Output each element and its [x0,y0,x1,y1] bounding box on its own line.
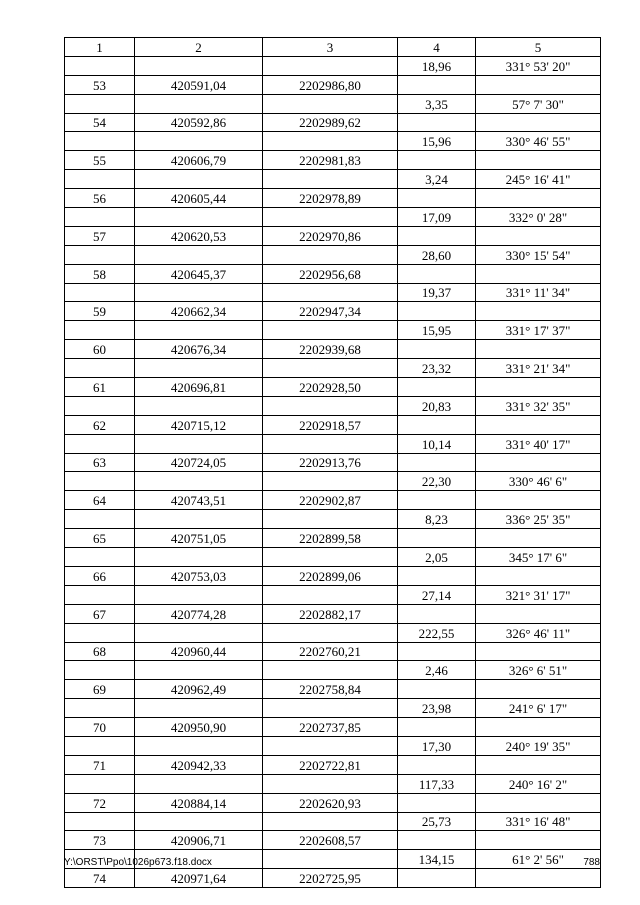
y-coordinate-cell [263,585,398,604]
footer-page-number: 788 [583,857,600,868]
bearing-cell: 245° 16' 41" [476,170,601,189]
y-coordinate-cell: 2202737,85 [263,718,398,737]
x-coordinate-cell: 420753,03 [135,566,263,585]
bearing-cell [476,189,601,208]
table-row [65,378,601,397]
y-coordinate-cell: 2202928,50 [263,378,398,397]
y-coordinate-cell: 2202899,06 [263,566,398,585]
bearing-cell [476,793,601,812]
distance-cell: 22,30 [398,472,476,491]
x-coordinate-cell: 420724,05 [135,453,263,472]
distance-cell: 10,14 [398,434,476,453]
y-coordinate-cell [263,699,398,718]
x-coordinate-cell [135,321,263,340]
distance-cell: 20,83 [398,396,476,415]
x-coordinate-cell [135,736,263,755]
bearing-cell: 331° 17' 37" [476,321,601,340]
y-coordinate-cell [263,812,398,831]
x-coordinate-cell [135,245,263,264]
x-coordinate-cell: 420960,44 [135,642,263,661]
distance-cell [398,189,476,208]
bearing-cell: 241° 6' 17" [476,699,601,718]
bearing-cell [476,869,601,888]
distance-cell: 8,23 [398,510,476,529]
bearing-cell: 321° 31' 17" [476,585,601,604]
table-row [65,359,601,378]
y-coordinate-cell [263,774,398,793]
x-coordinate-cell [135,94,263,113]
table-row [65,661,601,680]
table-row [65,529,601,548]
y-coordinate-cell [263,132,398,151]
table-row [65,699,601,718]
y-coordinate-cell [263,736,398,755]
table-row [65,396,601,415]
table-row [65,226,601,245]
point-number-cell [65,321,135,340]
point-number-cell [65,623,135,642]
table-row [65,434,601,453]
x-coordinate-cell [135,812,263,831]
table-row [65,548,601,567]
table-row [65,831,601,850]
distance-cell [398,869,476,888]
table-row [65,510,601,529]
point-number-cell [65,396,135,415]
y-coordinate-cell: 2202918,57 [263,415,398,434]
x-coordinate-cell [135,283,263,302]
y-coordinate-cell [263,321,398,340]
distance-cell [398,151,476,170]
point-number-cell: 74 [65,869,135,888]
point-number-cell [65,56,135,75]
header-col-4: 4 [398,38,476,57]
table-row [65,793,601,812]
point-number-cell [65,774,135,793]
point-number-cell: 63 [65,453,135,472]
table-body [65,56,601,887]
header-col-1: 1 [65,38,135,57]
point-number-cell [65,548,135,567]
bearing-cell: 345° 17' 6" [476,548,601,567]
bearing-cell: 331° 21' 34" [476,359,601,378]
distance-cell [398,340,476,359]
bearing-cell: 331° 40' 17" [476,434,601,453]
point-number-cell: 62 [65,415,135,434]
distance-cell: 17,09 [398,208,476,227]
y-coordinate-cell [263,94,398,113]
y-coordinate-cell: 2202939,68 [263,340,398,359]
distance-cell [398,264,476,283]
distance-cell: 15,95 [398,321,476,340]
distance-cell [398,75,476,94]
distance-cell: 23,32 [398,359,476,378]
x-coordinate-cell [135,774,263,793]
point-number-cell: 61 [65,378,135,397]
x-coordinate-cell [135,510,263,529]
point-number-cell [65,434,135,453]
x-coordinate-cell: 420592,86 [135,113,263,132]
y-coordinate-cell: 2202758,84 [263,680,398,699]
bearing-cell [476,302,601,321]
distance-cell: 3,35 [398,94,476,113]
x-coordinate-cell: 420645,37 [135,264,263,283]
y-coordinate-cell: 2202725,95 [263,869,398,888]
table-row [65,75,601,94]
table-row [65,415,601,434]
bearing-cell: 57° 7' 30" [476,94,601,113]
y-coordinate-cell [263,359,398,378]
x-coordinate-cell: 420950,90 [135,718,263,737]
point-number-cell [65,472,135,491]
distance-cell: 19,37 [398,283,476,302]
distance-cell [398,415,476,434]
distance-cell: 18,96 [398,56,476,75]
table-row [65,755,601,774]
x-coordinate-cell [135,585,263,604]
distance-cell [398,604,476,623]
bearing-cell [476,340,601,359]
bearing-cell [476,75,601,94]
x-coordinate-cell: 420620,53 [135,226,263,245]
table-row [65,812,601,831]
header-col-3: 3 [263,38,398,57]
distance-cell: 2,46 [398,661,476,680]
bearing-cell: 330° 15' 54" [476,245,601,264]
bearing-cell: 240° 16' 2" [476,774,601,793]
bearing-cell: 61° 2' 56" [476,850,601,869]
y-coordinate-cell: 2202956,68 [263,264,398,283]
y-coordinate-cell [263,661,398,680]
point-number-cell: 59 [65,302,135,321]
distance-cell [398,491,476,510]
bearing-cell [476,415,601,434]
point-number-cell: 53 [65,75,135,94]
bearing-cell [476,151,601,170]
point-number-cell [65,94,135,113]
distance-cell: 17,30 [398,736,476,755]
distance-cell [398,113,476,132]
y-coordinate-cell: 2202981,83 [263,151,398,170]
table-row [65,642,601,661]
y-coordinate-cell: 2202608,57 [263,831,398,850]
distance-cell [398,302,476,321]
distance-cell [398,566,476,585]
table-row [65,472,601,491]
y-coordinate-cell [263,850,398,869]
y-coordinate-cell: 2202620,93 [263,793,398,812]
bearing-cell [476,604,601,623]
distance-cell: 3,24 [398,170,476,189]
x-coordinate-cell [135,56,263,75]
point-number-cell: 71 [65,755,135,774]
table-row [65,132,601,151]
table-row [65,170,601,189]
distance-cell [398,793,476,812]
table-row [65,718,601,737]
y-coordinate-cell: 2202970,86 [263,226,398,245]
bearing-cell: 330° 46' 55" [476,132,601,151]
x-coordinate-cell: 420715,12 [135,415,263,434]
point-number-cell: 72 [65,793,135,812]
bearing-cell [476,718,601,737]
y-coordinate-cell: 2202760,21 [263,642,398,661]
x-coordinate-cell: 420591,04 [135,75,263,94]
distance-cell: 2,05 [398,548,476,567]
table-row [65,623,601,642]
x-coordinate-cell: 420606,79 [135,151,263,170]
point-number-cell: 57 [65,226,135,245]
x-coordinate-cell [135,623,263,642]
point-number-cell: 56 [65,189,135,208]
bearing-cell: 331° 16' 48" [476,812,601,831]
point-number-cell: 60 [65,340,135,359]
table-row [65,302,601,321]
table-row [65,566,601,585]
y-coordinate-cell [263,434,398,453]
y-coordinate-cell [263,548,398,567]
bearing-cell [476,226,601,245]
x-coordinate-cell [135,170,263,189]
distance-cell: 25,73 [398,812,476,831]
bearing-cell: 331° 11' 34" [476,283,601,302]
x-coordinate-cell: 420676,34 [135,340,263,359]
x-coordinate-cell: 420743,51 [135,491,263,510]
point-number-cell [65,510,135,529]
table-row [65,604,601,623]
bearing-cell [476,680,601,699]
distance-cell [398,378,476,397]
point-number-cell [65,736,135,755]
distance-cell [398,642,476,661]
distance-cell [398,831,476,850]
point-number-cell: 73 [65,831,135,850]
x-coordinate-cell [135,132,263,151]
y-coordinate-cell: 2202722,81 [263,755,398,774]
x-coordinate-cell: 420884,14 [135,793,263,812]
x-coordinate-cell [135,434,263,453]
point-number-cell: 55 [65,151,135,170]
table-row [65,151,601,170]
distance-cell: 23,98 [398,699,476,718]
table-row [65,869,601,888]
distance-cell [398,718,476,737]
bearing-cell: 330° 46' 6" [476,472,601,491]
y-coordinate-cell: 2202947,34 [263,302,398,321]
x-coordinate-cell: 420662,34 [135,302,263,321]
distance-cell: 15,96 [398,132,476,151]
bearing-cell [476,566,601,585]
distance-cell [398,755,476,774]
distance-cell: 134,15 [398,850,476,869]
x-coordinate-cell [135,699,263,718]
bearing-cell: 336° 25' 35" [476,510,601,529]
point-number-cell [65,170,135,189]
distance-cell: 28,60 [398,245,476,264]
table-row [65,56,601,75]
bearing-cell [476,453,601,472]
bearing-cell: 326° 46' 11" [476,623,601,642]
point-number-cell: 54 [65,113,135,132]
y-coordinate-cell: 2202913,76 [263,453,398,472]
table-row [65,736,601,755]
y-coordinate-cell [263,396,398,415]
y-coordinate-cell [263,170,398,189]
y-coordinate-cell [263,245,398,264]
table-header-row [65,38,601,57]
x-coordinate-cell: 420971,64 [135,869,263,888]
point-number-cell [65,283,135,302]
table-row [65,94,601,113]
x-coordinate-cell: 420751,05 [135,529,263,548]
table-row [65,321,601,340]
y-coordinate-cell: 2202882,17 [263,604,398,623]
point-number-cell [65,245,135,264]
table-row [65,283,601,302]
header-col-5: 5 [476,38,601,57]
table-row [65,245,601,264]
distance-cell [398,226,476,245]
x-coordinate-cell [135,396,263,415]
x-coordinate-cell: 420906,71 [135,831,263,850]
header-col-2: 2 [135,38,263,57]
point-number-cell [65,585,135,604]
table-row [65,340,601,359]
point-number-cell: 70 [65,718,135,737]
distance-cell: 222,55 [398,623,476,642]
y-coordinate-cell [263,623,398,642]
table-row [65,585,601,604]
x-coordinate-cell: 420962,49 [135,680,263,699]
table-row [65,189,601,208]
point-number-cell: 58 [65,264,135,283]
y-coordinate-cell [263,283,398,302]
distance-cell [398,453,476,472]
y-coordinate-cell: 2202899,58 [263,529,398,548]
point-number-cell: 64 [65,491,135,510]
x-coordinate-cell: 420774,28 [135,604,263,623]
table-row [65,680,601,699]
table-row [65,453,601,472]
y-coordinate-cell: 2202978,89 [263,189,398,208]
point-number-cell [65,132,135,151]
y-coordinate-cell [263,510,398,529]
point-number-cell: 65 [65,529,135,548]
distance-cell: 27,14 [398,585,476,604]
bearing-cell [476,529,601,548]
y-coordinate-cell: 2202986,80 [263,75,398,94]
table-row [65,491,601,510]
x-coordinate-cell [135,661,263,680]
point-number-cell: 68 [65,642,135,661]
y-coordinate-cell: 2202989,62 [263,113,398,132]
distance-cell [398,529,476,548]
y-coordinate-cell [263,472,398,491]
y-coordinate-cell: 2202902,87 [263,491,398,510]
y-coordinate-cell [263,208,398,227]
x-coordinate-cell: 420696,81 [135,378,263,397]
table-row [65,774,601,793]
bearing-cell [476,378,601,397]
x-coordinate-cell: 420605,44 [135,189,263,208]
point-number-cell: 67 [65,604,135,623]
bearing-cell [476,113,601,132]
point-number-cell [65,812,135,831]
footer-file-path: Y:\ORST\Ppo\1026p673.f18.docx [64,857,212,868]
bearing-cell [476,491,601,510]
point-number-cell [65,699,135,718]
bearing-cell [476,642,601,661]
table-row [65,208,601,227]
point-number-cell [65,661,135,680]
distance-cell [398,680,476,699]
bearing-cell: 331° 32' 35" [476,396,601,415]
bearing-cell: 331° 53' 20" [476,56,601,75]
x-coordinate-cell [135,208,263,227]
bearing-cell [476,755,601,774]
table-row [65,264,601,283]
point-number-cell [65,208,135,227]
table-row [65,113,601,132]
x-coordinate-cell [135,472,263,491]
bearing-cell [476,264,601,283]
bearing-cell [476,831,601,850]
x-coordinate-cell [135,359,263,378]
coordinates-table [64,37,601,888]
x-coordinate-cell: 420942,33 [135,755,263,774]
y-coordinate-cell [263,56,398,75]
point-number-cell: 66 [65,566,135,585]
distance-cell: 117,33 [398,774,476,793]
point-number-cell [65,359,135,378]
bearing-cell: 332° 0' 28" [476,208,601,227]
bearing-cell: 326° 6' 51" [476,661,601,680]
x-coordinate-cell [135,548,263,567]
bearing-cell: 240° 19' 35" [476,736,601,755]
point-number-cell: 69 [65,680,135,699]
